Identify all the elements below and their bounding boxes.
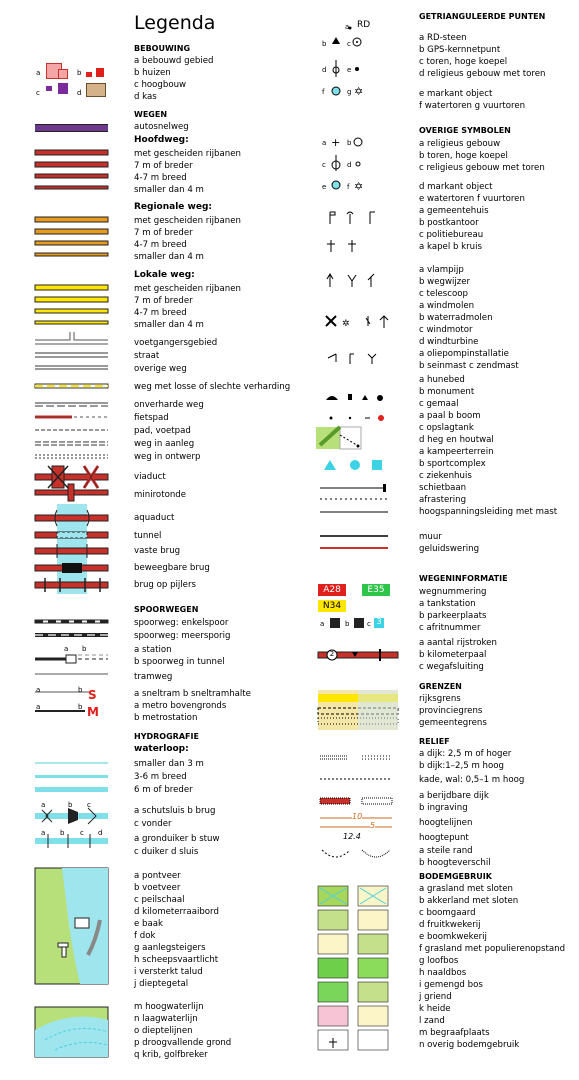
sneltram-label: a sneltram b sneltramhalte (134, 689, 251, 699)
rl-kade: kade, wal: 0,5–1 m hoog (419, 775, 525, 785)
gronduiker-label: a gronduiker b stuw (134, 834, 220, 844)
os-v1: a vlampijp (419, 265, 464, 275)
os-g2: b postkantoor (419, 218, 479, 228)
hoofdweg-2: 7 m of breder (134, 161, 193, 171)
watertoren-label: f watertoren g vuurtoren (419, 101, 526, 111)
waterloop-label: waterloop: (134, 744, 189, 754)
duiker-label: c duiker d sluis (134, 847, 199, 857)
toren-label: c toren, hoge koepel (419, 57, 508, 67)
hoofdweg-label: Hoofdweg: (134, 135, 189, 145)
losse-verharding-label: weg met losse of slechte verharding (134, 382, 291, 392)
hoofdweg-4: smaller dan 4 m (134, 185, 204, 195)
road-symbols (0, 0, 130, 1080)
tramweg-label: tramweg (134, 672, 173, 682)
bg-g: g loofbos (419, 956, 459, 966)
bg-c: c boomgaard (419, 908, 476, 918)
os-hoog: hoogspanningsleiding met mast (419, 507, 558, 517)
os-v3: c telescoop (419, 289, 468, 299)
rl-hp: hoogtepunt (419, 833, 469, 843)
wegeninformatie-heading: WEGENINFORMATIE (419, 574, 508, 583)
svg-text:✡: ✡ (354, 85, 364, 98)
legend-title: Legenda (134, 12, 216, 34)
beweegbare-brug-label: beweegbare brug (134, 563, 210, 573)
wi-c2: c wegafsluiting (419, 662, 484, 672)
brug-pijlers-label: brug op pijlers (134, 580, 196, 590)
autosnelweg-label: autosnelweg (134, 122, 189, 132)
scheepsvaartlicht-label: h scheepsvaartlicht (134, 955, 219, 965)
meersporig-label: spoorweg: meersporig (134, 631, 231, 641)
os-e: e watertoren f vuurtoren (419, 194, 525, 204)
n34-badge: N34 (322, 601, 342, 611)
os-k3: c ziekenhuis (419, 471, 472, 481)
regionale-label: Regionale weg: (134, 202, 213, 212)
os-v2: b wegwijzer (419, 277, 471, 287)
peilschaal-label: c peilschaal (134, 895, 185, 905)
os-a: a religieus gebouw (419, 139, 501, 149)
os-w4: d windturbine (419, 337, 479, 347)
minirotonde-label: minirotonde (134, 490, 187, 500)
wi-a: a tankstation (419, 599, 476, 609)
metrostation-label: b metrostation (134, 713, 198, 723)
rd-steen-label: a RD-steen (419, 33, 467, 43)
tunnel-label: tunnel (134, 531, 162, 541)
rijstroken-number: 2 (329, 650, 335, 658)
rl-a: a dijk: 2,5 m of hoger (419, 749, 512, 759)
hoogtelijn-10: 10 (352, 812, 363, 821)
os-g4: a kapel b kruis (419, 242, 482, 252)
overige-weg-label: overige weg (134, 364, 187, 374)
voetgangersgebied-label: voetgangersgebied (134, 338, 218, 348)
versterkt-talud-label: i versterkt talud (134, 967, 203, 977)
svg-text:+: + (331, 136, 341, 149)
getrianguleerde-heading: GETRIANGULEERDE PUNTEN (419, 12, 546, 21)
regionale-3: 4-7 m breed (134, 240, 187, 250)
bg-f: f grasland met populierenopstand (419, 944, 566, 954)
hoofdweg-1: met gescheiden rijbanen (134, 149, 241, 159)
bg-j: j griend (419, 992, 452, 1002)
hoogwaterlijn-label: m hoogwaterlijn (134, 1002, 204, 1012)
bebouwing-c: c hoogbouw (134, 80, 187, 90)
baak-label: e baak (134, 919, 163, 929)
rl-hl: hoogtelijnen (419, 818, 473, 828)
vonder-label: c vonder (134, 819, 172, 829)
os-h3: c gemaal (419, 399, 459, 409)
dok-label: f dok (134, 931, 156, 941)
os-b: b toren, hoge koepel (419, 151, 508, 161)
fietspad-label: fietspad (134, 413, 169, 423)
os-afr: afrastering (419, 495, 467, 505)
lokale-label: Lokale weg: (134, 270, 195, 280)
hoogtelijn-5: 5 (370, 821, 376, 830)
bg-i: i gemengd bos (419, 980, 483, 990)
bg-d: d fruitkwekerij (419, 920, 481, 930)
bebouwing-heading: BEBOUWING (134, 44, 191, 53)
os-p1: a paal b boom (419, 411, 481, 421)
relief-heading: RELIEF (419, 737, 450, 746)
os-w2: b waterradmolen (419, 313, 493, 323)
os-g1: a gemeentehuis (419, 206, 489, 216)
lokale-1: met gescheiden rijbanen (134, 284, 241, 294)
lokale-3: 4-7 m breed (134, 308, 187, 318)
bebouwing-a: a bebouwd gebied (134, 56, 214, 66)
os-o2: b seinmast c zendmast (419, 361, 519, 371)
water-s2: 3-6 m breed (134, 772, 187, 782)
dieptelijnen-label: o dieptelijnen (134, 1026, 193, 1036)
regionale-1: met gescheiden rijbanen (134, 216, 241, 226)
bg-l: l zand (419, 1016, 445, 1026)
pad-label: pad, voetpad (134, 426, 191, 436)
os-p3: d heg en houtwal (419, 435, 494, 445)
aquaduct-label: aquaduct (134, 513, 175, 523)
kilometerraaibord-label: d kilometerraaibord (134, 907, 219, 917)
bg-n: n overig bodemgebruik (419, 1040, 520, 1050)
gr-g: gemeentegrens (419, 718, 487, 728)
straat-label: straat (134, 351, 160, 361)
laagwaterlijn-label: n laagwaterlijn (134, 1014, 198, 1024)
spoorweg-tunnel-label: b spoorweg in tunnel (134, 657, 225, 667)
pontveer-label: a pontveer (134, 871, 181, 881)
svg-text:✡: ✡ (354, 180, 364, 193)
os-k1: a kampeerterrein (419, 447, 494, 457)
a28-badge: A28 (323, 585, 341, 595)
weg-ontwerp-label: weg in ontwerp (134, 452, 201, 462)
bodemgebruik-heading: BODEMGEBRUIK (419, 872, 492, 881)
wi-c: c afritnummer (419, 623, 481, 633)
aanlegsteigers-label: g aanlegsteigers (134, 943, 206, 953)
bg-h: h naaldbos (419, 968, 467, 978)
os-schiet: schietbaan (419, 483, 467, 493)
regionale-2: 7 m of breder (134, 228, 193, 238)
wi-a2: a aantal rijstroken (419, 638, 497, 648)
rl-a3: a steile rand (419, 846, 473, 856)
os-geluid: geluidswering (419, 544, 480, 554)
weg-aanleg-label: weg in aanleg (134, 439, 195, 449)
bg-e: e boomkwekerij (419, 932, 487, 942)
os-w3: c windmotor (419, 325, 473, 335)
station-label: a station (134, 645, 172, 655)
viaduct-label: viaduct (134, 472, 166, 482)
wi-b2: b kilometerpaal (419, 650, 487, 660)
bg-b: b akkerland met sloten (419, 896, 519, 906)
rl-a2: a berijdbare dijk (419, 791, 489, 801)
os-k2: b sportcomplex (419, 459, 486, 469)
regionale-4: smaller dan 4 m (134, 252, 204, 262)
bg-a: a grasland met sloten (419, 884, 514, 894)
os-p2: c opslagtank (419, 423, 474, 433)
onverharde-weg-label: onverharde weg (134, 400, 204, 410)
bg-m: m begraafplaats (419, 1028, 490, 1038)
bg-k: k heide (419, 1004, 451, 1014)
metro-label: a metro bovengronds (134, 701, 227, 711)
wi-num: wegnummering (419, 587, 487, 597)
rl-b3: b hoogteverschil (419, 858, 491, 868)
hoogtepunt-value: 12.4 (343, 832, 361, 841)
schutsluis-label: a schutsluis b brug (134, 806, 216, 816)
e35-badge: E35 (367, 585, 385, 595)
hydrografie-heading: HYDROGRAFIE (134, 732, 199, 741)
voetveer-label: b voetveer (134, 883, 181, 893)
gr-r: rijksgrens (419, 694, 461, 704)
os-o1: a oliepompinstallatie (419, 349, 509, 359)
hoofdweg-3: 4-7 m breed (134, 173, 187, 183)
os-w1: a windmolen (419, 301, 475, 311)
wi-b: b parkeerplaats (419, 611, 487, 621)
os-d: d markant object (419, 182, 493, 192)
lokale-2: 7 m of breder (134, 296, 193, 306)
dieptegetal-label: j dieptegetal (134, 979, 189, 989)
rd-symbol-label: RD (357, 20, 371, 30)
droogvallende-label: p droogvallende grond (134, 1038, 232, 1048)
os-muur: muur (419, 532, 442, 542)
os-c: c religieus gebouw met toren (419, 163, 545, 173)
bebouwing-b: b huizen (134, 68, 171, 78)
vaste-brug-label: vaste brug (134, 546, 181, 556)
religieus-toren-label: d religieus gebouw met toren (419, 69, 546, 79)
svg-text:✲: ✲ (342, 319, 350, 329)
gps-label: b GPS-kernnetpunt (419, 45, 501, 55)
rl-b2: b ingraving (419, 803, 468, 813)
spoorwegen-heading: SPOORWEGEN (134, 605, 199, 614)
os-h1: a hunebed (419, 375, 465, 385)
lokale-4: smaller dan 4 m (134, 320, 204, 330)
wegen-heading: WEGEN (134, 110, 168, 119)
markant-label: e markant object (419, 89, 493, 99)
overige-symbolen-heading: OVERIGE SYMBOLEN (419, 126, 511, 135)
afrit-number-badge: 3 (376, 617, 382, 626)
grenzen-heading: GRENZEN (419, 682, 462, 691)
os-g3: c politiebureau (419, 230, 484, 240)
krib-label: q krib, golfbreker (134, 1050, 208, 1060)
water-s3: 6 m of breder (134, 785, 193, 795)
bebouwing-d: d kas (134, 92, 157, 102)
gr-p: provinciegrens (419, 706, 483, 716)
rl-b: b dijk:1–2,5 m hoog (419, 761, 504, 771)
sneltramhalte-symbol: S (88, 688, 97, 702)
os-h2: b monument (419, 387, 475, 397)
water-s1: smaller dan 3 m (134, 759, 204, 769)
metrostation-symbol: M (87, 705, 99, 719)
enkelspoor-label: spoorweg: enkelspoor (134, 618, 229, 628)
